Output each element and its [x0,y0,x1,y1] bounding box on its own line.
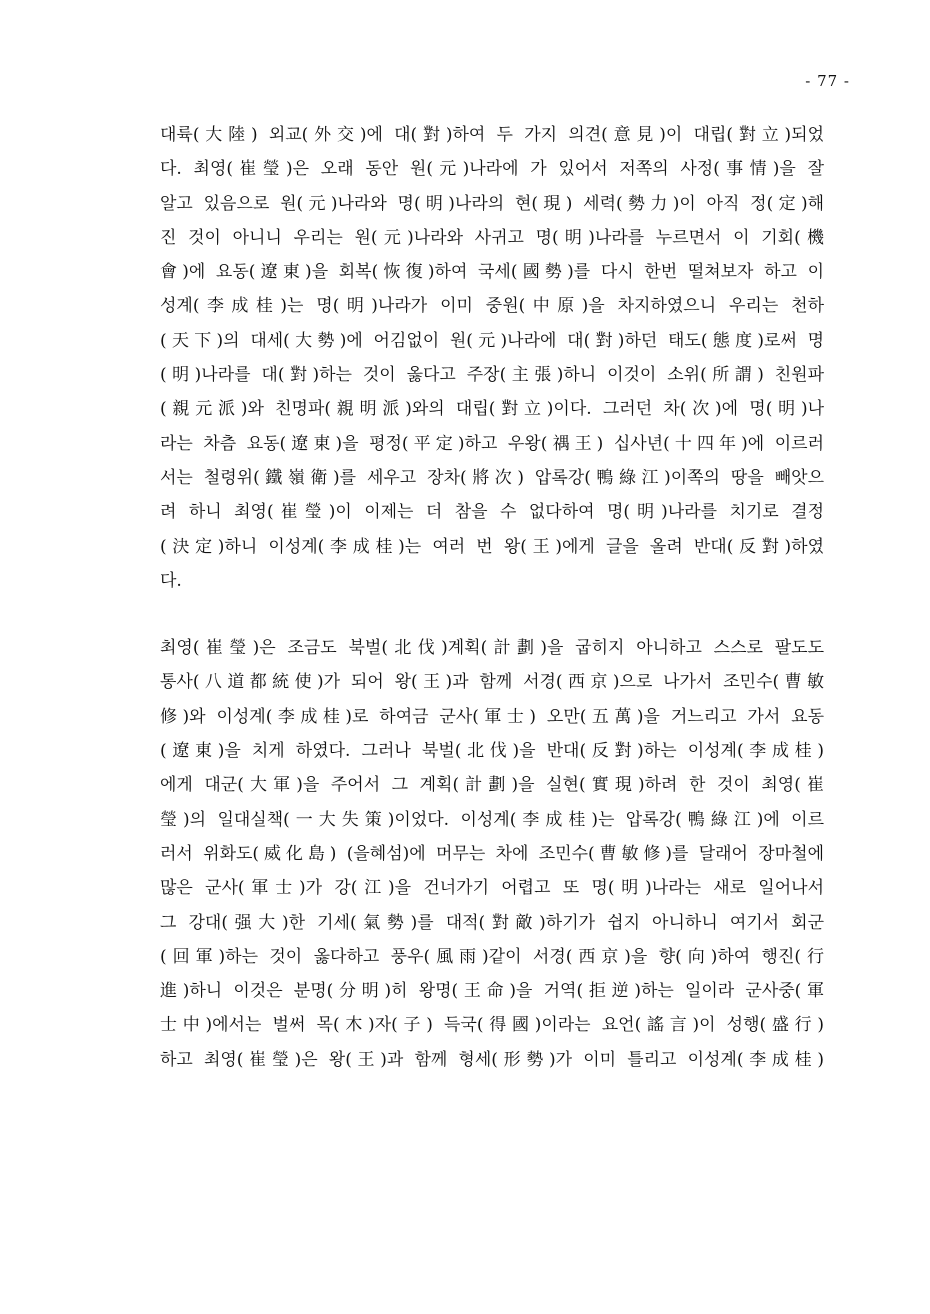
paragraph-2 [160,631,824,1077]
text-line: 통사(八道都統使)가 되어 왕(王)과 함께 서경(西京)으로 나가서 조민수(曹敏 [160,672,824,693]
text-line: (天下)의 대세(大勢)에 어김없이 원(元)나라에 대(對)하던 태도(態度)로써 명 [160,330,824,351]
text-line: 많은 군사(軍士)가 강(江)을 건너가기 어렵고 또 명(明)나라는 새로 일어나서 [160,878,824,899]
text-line: (遼東)을 치게 하였다. 그러나 북벌(北伐)을 반대(反對)하는 이성계(李成桂) [160,741,824,762]
text-line: 알고 있음으로 원(元)나라와 명(明)나라의 현(現) 세력(勢力)이 아직 정(定)해 [160,193,824,214]
text-line: 하고 최영(崔瑩)은 왕(王)과 함께 형세(形勢)가 이미 틀리고 이성계(李成桂) [160,1049,824,1070]
text-line: 러서 위화도(威化島) (을혜섬)에 머무는 차에 조민수(曹敏修)를 달래어 장마철에 [160,843,824,864]
text-line: 다. [160,570,182,591]
text-line: 그 강대(强大)한 기세(氣勢)를 대적(對敵)하기가 쉽지 아니하니 여기서 회군 [160,912,824,933]
text-line: 대륙(大陸) 외교(外交)에 대(對)하여 두 가지 의견(意見)이 대립(對立)되었 [160,125,824,145]
text-line: 다. 최영(崔瑩)은 오래 동안 원(元)나라에 가 있어서 저쪽의 사정(事情)을 잘 [160,159,824,180]
text-line: 려 하니 최영(崔瑩)이 이제는 더 참을 수 없다하여 명(明)나라를 치기로 결정 [160,502,824,523]
text-line: (回軍)하는 것이 옳다하고 풍우(風雨)같이 서경(西京)을 향(向)하여 행진(行 [160,946,824,967]
text-line: 會)에 요동(遼東)을 회복(恢復)하여 국세(國勢)를 다시 한번 떨쳐보자 하고 이 [160,262,824,283]
text-line: (明)나라를 대(對)하는 것이 옳다고 주장(主張)하니 이것이 소위(所謂) 친원파 [160,365,824,386]
text-line: 진 것이 아니니 우리는 원(元)나라와 사귀고 명(明)나라를 누르면서 이 기회(機 [160,227,824,248]
text-line: 성계(李成桂)는 명(明)나라가 이미 중원(中原)을 차지하였으니 우리는 천하 [160,296,824,317]
text-line: 瑩)의 일대실책(一大失策)이었다. 이성계(李成桂)는 압록강(鴨綠江)에 이르 [160,809,824,830]
text-line: 최영(崔瑩)은 조금도 북벌(北伐)계획(計劃)을 굽히지 아니하고 스스로 팔도도 [160,638,824,659]
text-line: 에게 대군(大軍)을 주어서 그 계획(計劃)을 실현(實現)하려 한 것이 최영(崔 [160,775,824,796]
body-text [160,118,824,1077]
paragraph-1 [160,118,824,598]
text-line: 서는 철령위(鐵嶺衛)를 세우고 장차(將次) 압록강(鴨綠江)이쪽의 땅을 빼앗으 [160,467,824,488]
text-line: 進)하니 이것은 분명(分明)히 왕명(王命)을 거역(拒逆)하는 일이라 군사중(軍 [160,981,824,1002]
text-line: (決定)하니 이성계(李成桂)는 여러 번 왕(王)에게 글을 올려 반대(反對)하였 [160,536,824,557]
paragraph-gap [160,598,824,631]
page-number: - 77 - [805,72,850,90]
text-line: (親元派)와 친명파(親明派)와의 대립(對立)이다. 그러던 차(次)에 명(明)나 [160,399,824,420]
text-line: 라는 차츰 요동(遼東)을 평정(平定)하고 우왕(禑王) 십사년(十四年)에 이르러 [160,433,824,454]
text-line: 修)와 이성계(李成桂)로 하여금 군사(軍士) 오만(五萬)을 거느리고 가서 요동 [160,706,824,727]
text-line: 士中)에서는 벌써 목(木)자(子) 득국(得國)이라는 요언(謠言)이 성행(盛行) [160,1015,824,1036]
